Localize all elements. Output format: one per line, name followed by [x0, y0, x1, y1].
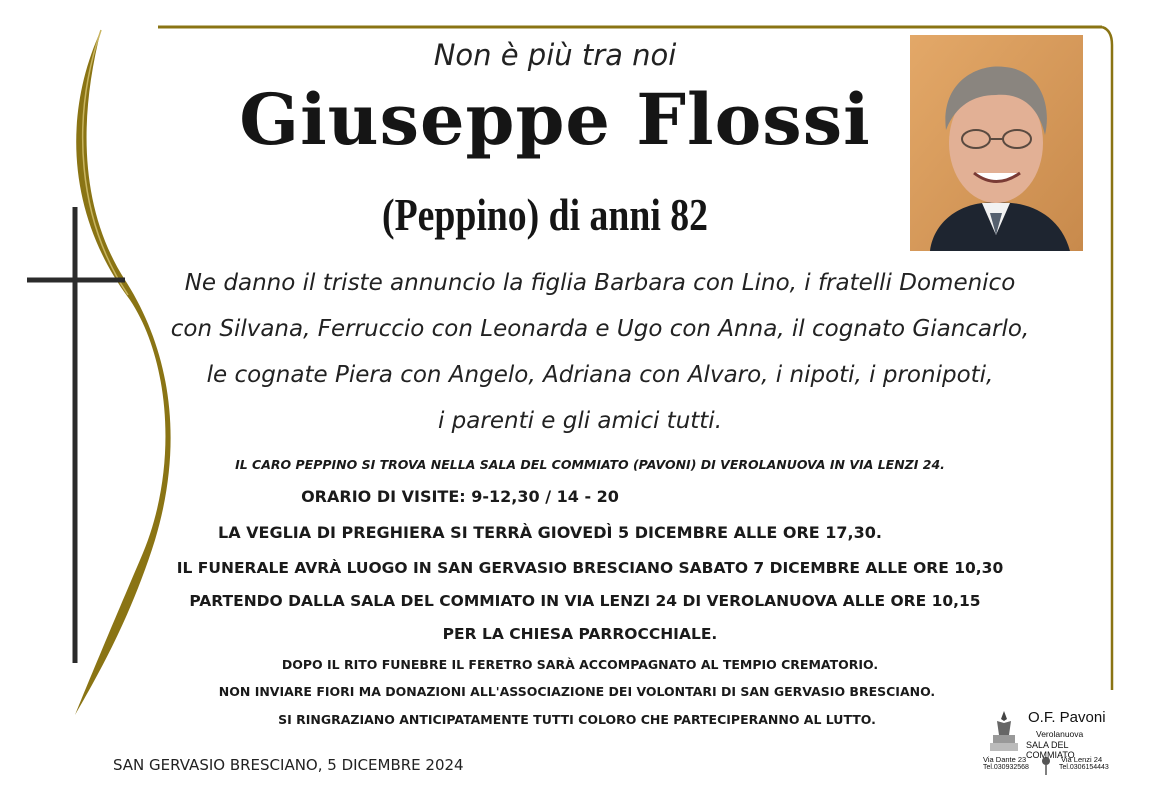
funeral-info-2: PARTENDO DALLA SALA DEL COMMIATO IN VIA LENZI 24 DI VEROLANUOVA ALLE ORE 10,15 [189, 592, 981, 610]
vigil-info: LA VEGLIA DI PREGHIERA SI TERRÀ GIOVEDÌ 5 DICEMBRE ALLE ORE 17,30. [218, 523, 882, 542]
logo-city: Verolanuova [1036, 729, 1084, 739]
logo-address-right: Via Lenzi 24 [1061, 755, 1103, 764]
visiting-hours: ORARIO DI VISITE: 9-12,30 / 14 - 20 [301, 487, 619, 506]
logo-tel-left: Tel.030932568 [983, 764, 1029, 771]
funeral-info-3: PER LA CHIESA PARROCCHIALE. [442, 625, 718, 643]
nickname-age: (Peppino) di anni 82 [382, 189, 708, 240]
logo-hall: SALA DEL COMMIATO [1026, 740, 1075, 760]
location-info: IL CARO PEPPINO SI TROVA NELLA SALA DEL COMMIATO (PAVONI) DI VEROLANUOVA IN VIA LENZI 24. [235, 457, 945, 472]
intro-text: Non è più tra noi [433, 38, 677, 72]
logo-tel-right: Tel.0306154443 [1059, 764, 1109, 771]
announcement-line-3: le cognate Piera con Angelo, Adriana con Alvaro, i nipoti, i pronipoti, [206, 362, 994, 388]
logo-address-left: Via Dante 23 [983, 755, 1027, 764]
logo-brand: O.F. Pavoni [1028, 709, 1106, 726]
place-date: SAN GERVASIO BRESCIANO, 5 DICEMBRE 2024 [113, 756, 464, 774]
thanks-info: SI RINGRAZIANO ANTICIPATAMENTE TUTTI COLORO CHE PARTECIPERANNO AL LUTTO. [278, 712, 876, 727]
funeral-home-logo [983, 707, 1108, 779]
announcement-line-4: i parenti e gli amici tutti. [437, 408, 723, 434]
announcement-line-1: Ne danno il triste annuncio la figlia Barbara con Lino, i fratelli Domenico [184, 270, 1016, 296]
deceased-name: Giuseppe Flossi [239, 78, 871, 161]
funeral-info-1: IL FUNERALE AVRÀ LUOGO IN SAN GERVASIO BRESCIANO SABATO 7 DICEMBRE ALLE ORE 10,30 [176, 559, 1004, 577]
cremation-info: DOPO IL RITO FUNEBRE IL FERETRO SARÀ ACCOMPAGNATO AL TEMPIO CREMATORIO. [281, 657, 879, 672]
angel-statue-icon [987, 709, 1021, 753]
announcement-line-2: con Silvana, Ferruccio con Leonarda e Ugo con Anna, il cognato Giancarlo, [170, 316, 1030, 342]
portrait-photo [910, 35, 1083, 251]
donations-info: NON INVIARE FIORI MA DONAZIONI ALL'ASSOCIAZIONE DEI VOLONTARI DI SAN GERVASIO BRESCIANO. [218, 684, 936, 699]
